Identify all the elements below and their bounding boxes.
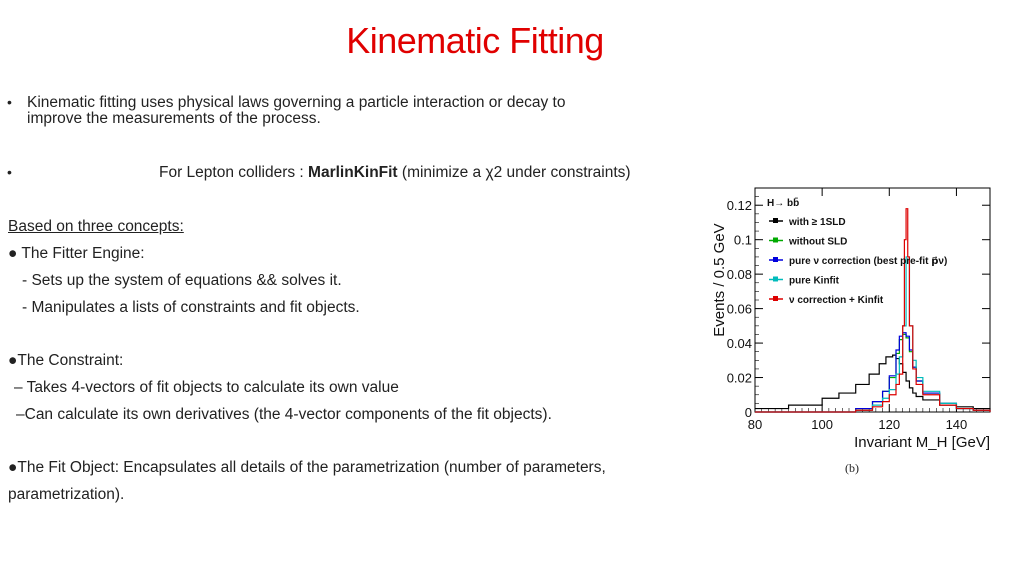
y-tick-label: 0.04 [726, 336, 752, 352]
fitter-engine-item-1: - Sets up the system of equations && solves it. [22, 272, 342, 289]
y-axis-label: Events / 0.5 GeV [711, 223, 728, 337]
y-tick-label: 0 [744, 405, 752, 420]
legend-marker-4 [773, 296, 778, 301]
series-line-2 [755, 333, 990, 412]
bullet2-prefix: For Lepton colliders : [159, 164, 309, 181]
x-tick-label: 100 [811, 417, 833, 432]
legend-marker-3 [773, 277, 778, 282]
x-tick-label: 120 [878, 417, 901, 432]
legend-marker-0 [773, 218, 778, 223]
y-tick-label: 0.02 [726, 370, 752, 386]
legend-label-2: pure ν correction (best pre-fit p⃗ν) [789, 256, 948, 267]
fitter-engine-item-2: - Manipulates a lists of constraints and fit objects. [22, 299, 360, 316]
bullet1-line2: improve the measurements of the process. [27, 110, 321, 127]
legend-label-0: with ≥ 1SLD [789, 217, 846, 228]
y-tick-label: 0.1 [733, 232, 752, 248]
y-tick-label: 0.08 [726, 267, 752, 283]
slide-title: Kinematic Fitting [346, 20, 604, 61]
series-line-1 [755, 334, 990, 412]
constraint-item-2: –Can calculate its own derivatives (the 4-vector components of the fit objects). [16, 406, 552, 423]
constraint-item-1: – Takes 4-vectors of fit objects to calculate its own value [14, 379, 399, 396]
constraint-title: ●The Constraint: [8, 352, 124, 369]
fit-object-line2: parametrization). [8, 486, 125, 503]
fitter-engine-title: ● The Fitter Engine: [8, 245, 145, 262]
bullet2-text [159, 164, 631, 181]
legend-label-3: pure Kinfit [789, 275, 839, 287]
bullet-marker: • [7, 164, 12, 180]
bullet-marker: • [7, 94, 12, 110]
x-tick-label: 140 [945, 417, 968, 432]
legend-label-1: without SLD [789, 236, 848, 248]
marlinkinfit-label: MarlinKinFit [308, 164, 398, 181]
bullet2-suffix: (minimize a χ2 under constraints) [397, 164, 631, 181]
legend-marker-1 [773, 238, 778, 243]
legend-title: H→ bb̄ [767, 198, 800, 209]
histogram-figure [700, 180, 1000, 480]
bullet1-line1: Kinematic fitting uses physical laws governing a particle interaction or decay to [27, 94, 566, 111]
legend-label-4: ν correction + Kinfit [789, 295, 884, 306]
histogram-chart [700, 180, 1000, 480]
legend-marker-2 [773, 257, 778, 262]
y-tick-label: 0.12 [726, 198, 752, 214]
x-axis-label: Invariant M_H [GeV] [854, 434, 990, 451]
fit-object-line1: ●The Fit Object: Encapsulates all details of the parametrization (number of parameters, [8, 459, 606, 476]
y-tick-label: 0.06 [726, 301, 752, 317]
figure-label: (b) [845, 461, 859, 475]
concepts-heading: Based on three concepts: [8, 218, 184, 235]
x-tick-label: 80 [747, 417, 763, 432]
